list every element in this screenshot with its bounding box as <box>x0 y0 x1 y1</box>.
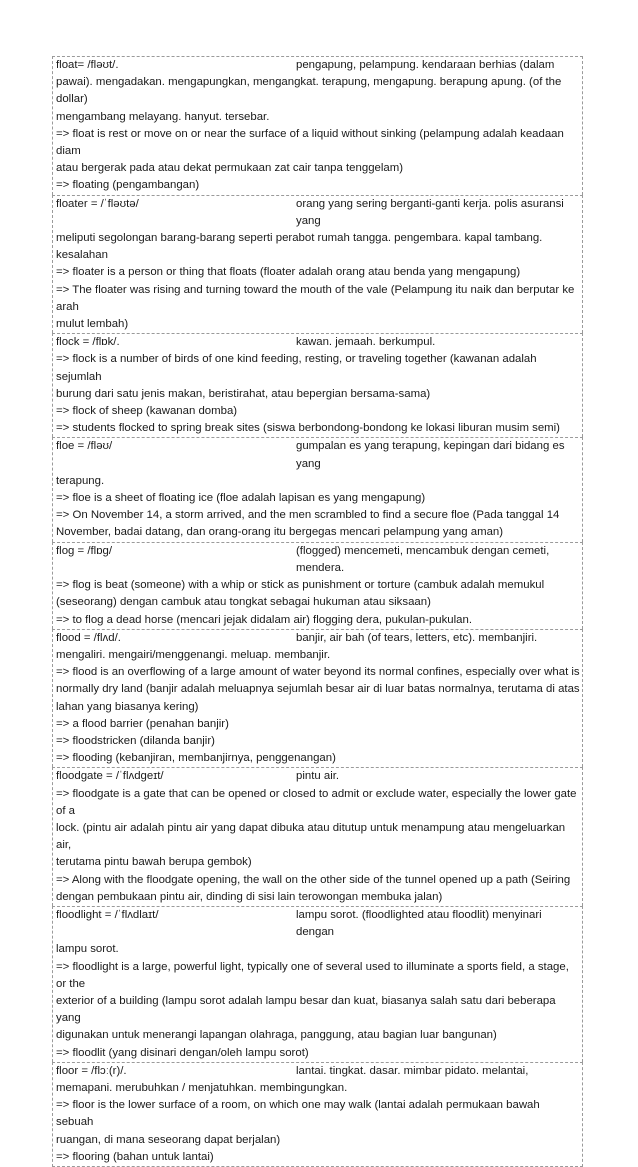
dictionary-entry <box>52 437 583 541</box>
entry-text-line: lampu sorot. <box>56 943 119 956</box>
entry-definition: lantai. tingkat. dasar. mimbar pidato. melantai, <box>296 1064 529 1077</box>
dictionary-entry <box>52 906 583 1062</box>
entry-text-line: => On November 14, a storm arrived, and the men scrambled to find a secure floe (Pada tanggal 14 <box>56 509 560 522</box>
entry-definition: kawan. jemaah. berkumpul. <box>296 336 436 349</box>
entry-headline <box>56 334 580 351</box>
entry-text-line: => floater is a person or thing that floats (floater adalah orang atau benda yang mengapung) <box>56 266 521 279</box>
entry-headline <box>56 630 580 647</box>
dictionary-entry <box>52 56 583 195</box>
entry-definition: gumpalan es yang terapung, kepingan dari bidang es yang <box>296 440 565 470</box>
entry-text-line: digunakan untuk menerangi lapangan olahraga, panggung, atau bagian luar bangunan) <box>56 1029 497 1042</box>
entry-headline <box>56 57 580 74</box>
entry-term: floor = /flɔː(r)/. <box>56 1064 127 1077</box>
entry-text-line: November, badai datang, dan orang-orang itu bergegas mencari pelampung yang aman) <box>56 526 504 539</box>
entry-headline <box>56 1063 580 1080</box>
entry-headline <box>56 438 580 472</box>
entry-definition: lampu sorot. (floodlighted atau floodlit) menyinari dengan <box>296 908 542 939</box>
entry-text-line: mengambang melayang. hanyut. tersebar. <box>56 110 270 123</box>
entry-headline <box>56 543 580 577</box>
entry-text-line: => floodlight is a large, powerful light, typically one of several used to illuminate a sports field, a stage, or the <box>56 960 569 990</box>
entry-text-line: atau bergerak pada atau dekat permukaan zat cair tanpa tenggelam) <box>56 162 404 175</box>
entry-definition: orang yang sering berganti-ganti kerja. polis asuransi yang <box>296 197 564 227</box>
entry-text-line: terapung. <box>56 474 105 487</box>
entry-term: floe = /fləʊ/ <box>56 440 113 453</box>
entry-text-line: => floodlit (yang disinari dengan/oleh lampu sorot) <box>56 1046 309 1059</box>
entry-text-line: => flock is a number of birds of one kind feeding, resting, or traveling together (kawanan adalah sejumlah <box>56 353 537 383</box>
entry-text-line: => to flog a dead horse (mencari jejak didalam air) flogging dera, pukulan-pukulan. <box>56 613 473 626</box>
dictionary-entry <box>52 767 583 906</box>
entry-text-line: mulut lembah) <box>56 318 129 331</box>
entry-definition: pintu air. <box>296 770 340 783</box>
entry-text-line: memapani. merubuhkan / menjatuhkan. membingungkan. <box>56 1081 348 1094</box>
entry-text-line: => floodgate is a gate that can be opened or closed to admit or exclude water, especially the lower gate of a <box>56 787 577 817</box>
entry-text-line: dengan pembukaan pintu air, dinding di sisi lain terowongan membuka jalan) <box>56 890 443 903</box>
entry-text-line: ruangan, di mana seseorang dapat berjalan) <box>56 1133 281 1146</box>
entry-text-line: mengaliri. mengairi/menggenangi. meluap. membanjir. <box>56 648 331 661</box>
entry-text-line: => floe is a sheet of floating ice (floe adalah lapisan es yang mengapung) <box>56 492 426 505</box>
entry-text-line: => flock of sheep (kawanan domba) <box>56 405 238 418</box>
entry-headline <box>56 907 580 941</box>
entry-definition: banjir, air bah (of tears, letters, etc). membanjiri. <box>296 631 538 644</box>
dictionary-entry <box>52 542 583 629</box>
entry-term: flock = /flɒk/. <box>56 336 120 349</box>
dictionary-document <box>52 56 583 1167</box>
entry-text-line: => floating (pengambangan) <box>56 179 200 192</box>
entry-text-line: meliputi segolongan barang-barang seperti perabot rumah tangga. pengembara. kapal tambang. kesalahan <box>56 232 543 262</box>
entry-term: flog = /flɒg/ <box>56 544 113 557</box>
entry-text-line: => flooding (kebanjiran, membanjirnya, penggenangan) <box>56 752 336 765</box>
entry-term: float= /fləʊt/. <box>56 59 119 71</box>
entry-text-line: normally dry land (banjir adalah meluapnya sejumlah besar air di luar batas normalnya, terutama di atas <box>56 683 580 696</box>
entry-text-line: => Along with the floodgate opening, the wall on the other side of the tunnel opened up a path (Seiring <box>56 873 571 886</box>
entry-text-line: => students flocked to spring break sites (siswa berbondong-bondong ke lokasi liburan musim semi) <box>56 422 560 435</box>
dictionary-entry <box>52 195 583 334</box>
entry-text-line: => float is rest or move on or near the surface of a liquid without sinking (pelampung adalah keadaan diam <box>56 127 564 158</box>
entry-text-line: pawai). mengadakan. mengapungkan, mengangkat. terapung, mengapung. berapung apung. (of the dollar) <box>56 76 562 106</box>
entry-term: floodlight = /ˈflʌdlaɪt/ <box>56 908 159 921</box>
entry-text-line: => flood is an overflowing of a large amount of water beyond its normal confines, especially over what is <box>56 666 580 679</box>
entry-text-line: => floodstricken (dilanda banjir) <box>56 734 215 747</box>
entry-text-line: burung dari satu jenis makan, beristirahat, atau bepergian bersama-sama) <box>56 387 431 400</box>
entry-headline <box>56 196 580 230</box>
entry-term: floater = /ˈfləʊtə/ <box>56 197 139 210</box>
entry-text-line: (seseorang) dengan cambuk atau tongkat sebagai hukuman atau siksaan) <box>56 596 431 609</box>
entry-term: flood = /flʌd/. <box>56 631 121 644</box>
dictionary-entry <box>52 1062 583 1167</box>
entry-term: floodgate = /ˈflʌdgeɪt/ <box>56 770 164 783</box>
entry-text-line: lahan yang biasanya kering) <box>56 700 199 713</box>
entry-text-line: lock. (pintu air adalah pintu air yang dapat dibuka atau ditutup untuk menampung atau mengeluarkan air, <box>56 821 566 852</box>
entry-text-line: => The floater was rising and turning toward the mouth of the vale (Pelampung itu naik dan berputar ke arah <box>56 283 575 313</box>
dictionary-entry <box>52 333 583 437</box>
dictionary-entry <box>52 629 583 768</box>
entry-text-line: => a flood barrier (penahan banjir) <box>56 717 229 730</box>
entry-definition: pengapung, pelampung. kendaraan berhias (dalam <box>296 59 555 71</box>
entry-text-line: => flog is beat (someone) with a whip or stick as punishment or torture (cambuk adalah memukul <box>56 579 545 592</box>
entry-definition: (flogged) mencemeti, mencambuk dengan cemeti, mendera. <box>296 544 550 574</box>
entry-text-line: exterior of a building (lampu sorot adalah lampu besar dan kuat, biasanya salah satu dari beberapa yang <box>56 994 556 1025</box>
entry-text-line: terutama pintu bawah berupa gembok) <box>56 856 252 869</box>
entry-text-line: => flooring (bahan untuk lantai) <box>56 1150 214 1163</box>
entry-text-line: => floor is the lower surface of a room, on which one may walk (lantai adalah permukaan bawah sebuah <box>56 1099 540 1129</box>
entry-headline <box>56 768 580 785</box>
